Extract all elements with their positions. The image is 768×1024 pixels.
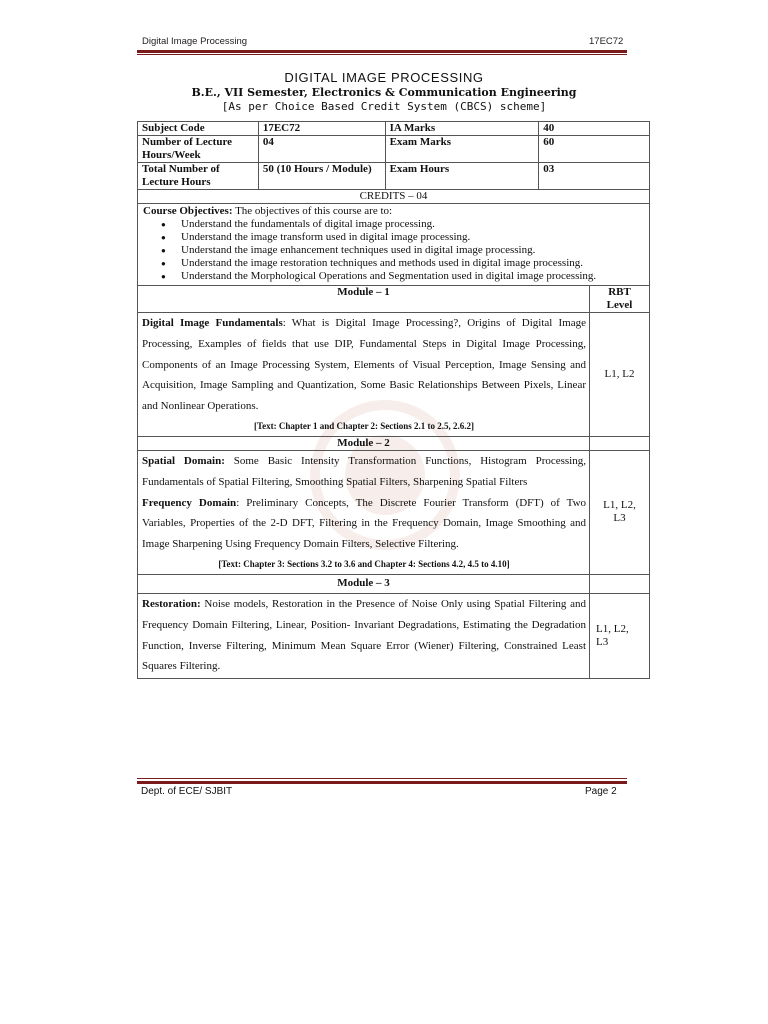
header-rule — [137, 50, 627, 53]
info-key: Number of Lecture Hours/Week — [138, 136, 259, 163]
topic-heading: Frequency Domain — [142, 496, 237, 509]
header-rule-thin — [137, 54, 627, 55]
text-reference: [Text: Chapter 1 and Chapter 2: Sections 2.1 to 2.5, 2.6.2] — [253, 420, 475, 431]
document-title: DIGITAL IMAGE PROCESSING — [284, 70, 484, 85]
module-title: Module – 1 — [138, 286, 590, 313]
info-key: Total Number of Lecture Hours — [138, 163, 259, 190]
rbt-spacer — [590, 574, 650, 593]
modules-table — [137, 285, 650, 679]
text-reference: [Text: Chapter 3: Sections 3.2 to 3.6 and Chapter 4: Sections 4.2, 4.5 to 4.10] — [218, 558, 510, 569]
info-key: IA Marks — [385, 122, 539, 136]
rbt-level: L1, L2 — [590, 313, 650, 437]
rbt-spacer — [590, 436, 650, 450]
footer-rule-thin — [137, 778, 627, 779]
objective-item: ● Understand the image restoration techniques and methods used in digital image processing. — [181, 257, 645, 270]
topic-text: : Preliminary Concepts, The Discrete Fourier Transform (DFT) of Two Variables, Properties of the 2-D DFT, Filtering in the Frequency Domain, Image Smoothing and Image Sharpening Using Frequency Domain Filters, Selective Filtering. — [142, 496, 587, 551]
objectives-intro: The objectives of this course are to: — [232, 205, 393, 217]
credits-row: CREDITS – 04 — [138, 190, 650, 204]
footer-department: Dept. of ECE/ SJBIT — [141, 786, 233, 797]
info-key: Subject Code — [138, 122, 259, 136]
module-title: Module – 2 — [138, 436, 590, 450]
objectives-label: Course Objectives: — [143, 205, 233, 217]
topic-text: Some Basic Intensity Transformation Functions, Histogram Processing, Fundamentals of Spatial Filtering, Smoothing Spatial Filters, Sharpening Spatial Filters — [142, 454, 586, 488]
topic-heading: Restoration: — [142, 597, 201, 610]
rbt-header: RBT Level — [590, 286, 650, 313]
info-value: 50 (10 Hours / Module) — [258, 163, 385, 190]
topic-heading: Spatial Domain: — [142, 454, 225, 467]
syllabus-page — [137, 121, 650, 679]
objective-item: ● Understand the Morphological Operations and Segmentation used in digital image processing. — [181, 270, 645, 283]
topic-text: Noise models, Restoration in the Presence of Noise Only using Spatial Filtering and Frequency Domain Filtering, Linear, Position- Invariant Degradations, Estimating the Degradation Function, Inverse Filtering, Minimum Mean Square Error (Wiener) Filtering, Constrained Least Squares Filtering. — [142, 597, 586, 673]
objective-item: ● Understand the image transform used in digital image processing. — [181, 231, 645, 244]
info-row — [138, 163, 650, 190]
info-value: 40 — [539, 122, 650, 136]
objective-item: ● Understand the fundamentals of digital image processing. — [181, 218, 645, 231]
module-title: Module – 3 — [138, 574, 590, 593]
module-content — [138, 450, 590, 574]
scheme-note: [As per Choice Based Credit System (CBCS) scheme] — [221, 100, 547, 113]
objectives-list — [143, 218, 645, 283]
footer-rule — [137, 781, 627, 784]
page-number: Page 2 — [585, 786, 617, 797]
course-objectives — [138, 204, 650, 286]
module-content — [138, 313, 590, 437]
document-subtitle: B.E., VII Semester, Electronics & Communication Engineering — [191, 86, 577, 99]
rbt-level: L1, L2, L3 — [590, 593, 650, 678]
info-value: 60 — [539, 136, 650, 163]
topic-text: : What is Digital Image Processing?, Origins of Digital Image Processing, Examples of fields that use DIP, Fundamental Steps in Digital Image Processing, Components of an Image Processing System, Elements of Visual Perception, Image Sensing and Acquisition, Image Sampling and Quantization, Some Basic Relationships Between Pixels, Linear and Nonlinear Operations. — [142, 317, 587, 413]
info-value: 03 — [539, 163, 650, 190]
topic-heading: Digital Image Fundamentals — [142, 317, 283, 329]
info-row — [138, 122, 650, 136]
running-header-title: Digital Image Processing — [142, 36, 248, 47]
rbt-level: L1, L2, L3 — [590, 450, 650, 574]
objective-item: ● Understand the image enhancement techniques used in digital image processing. — [181, 244, 645, 257]
info-key: Exam Marks — [385, 136, 539, 163]
info-value: 17EC72 — [258, 122, 385, 136]
course-info-table — [137, 121, 650, 286]
running-header-code: 17EC72 — [589, 36, 624, 47]
module-content — [138, 593, 590, 678]
info-key: Exam Hours — [385, 163, 539, 190]
info-row — [138, 136, 650, 163]
info-value: 04 — [258, 136, 385, 163]
